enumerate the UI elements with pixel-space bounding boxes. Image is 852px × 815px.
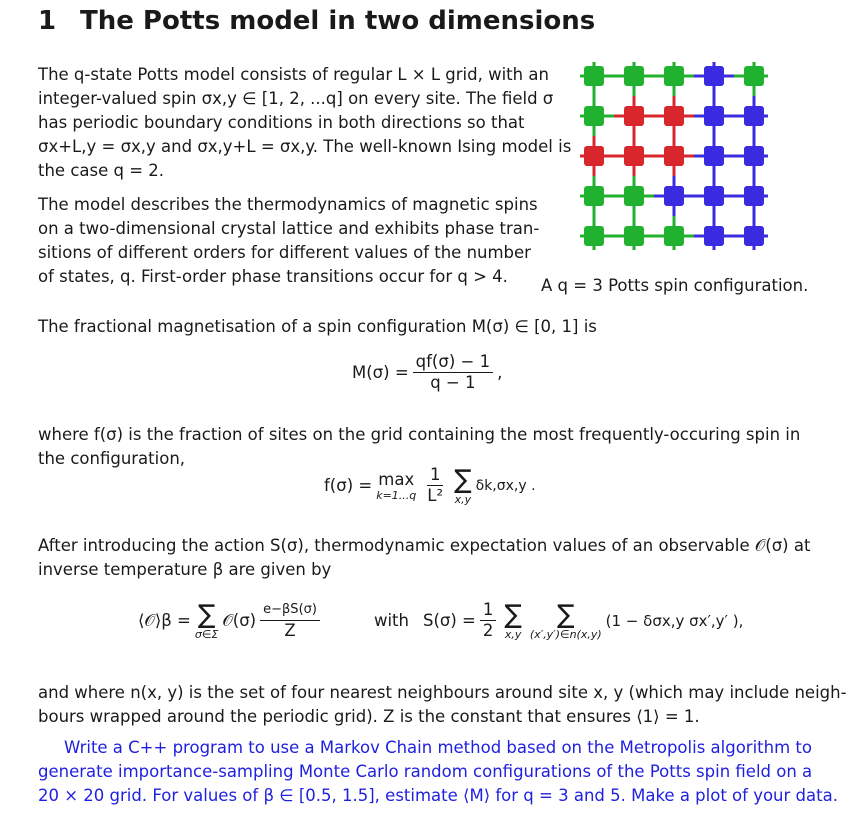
eq3-half-den: 2 [482, 621, 494, 640]
equation-fraction [324, 465, 536, 506]
intro-line-2: integer-valued spin σx,y ∈ [1, 2, ...q] on every site. The field σ [38, 89, 554, 108]
task-line-2: generate importance-sampling Monte Carlo random configurations of the Potts spin field on a [38, 762, 813, 781]
thermo-line-1: The model describes the thermodynamics of magnetic spins [38, 195, 538, 214]
spin-site [744, 226, 764, 246]
eq3-with: with [373, 611, 409, 630]
eq3-denominator: Z [284, 621, 296, 640]
eq3-fraction [260, 600, 320, 641]
equation-magnetisation [352, 352, 502, 393]
action-line-1: After introducing the action S(σ), thermodynamic expectation values of an observable 𝒪(σ) at [38, 536, 811, 555]
spin-site [624, 186, 644, 206]
fraction-line-1: where f(σ) is the fraction of sites on the grid containing the most frequently-occuring spin in [38, 425, 801, 444]
eq1-fraction [413, 352, 493, 393]
spin-site [584, 186, 604, 206]
task-line-1-text: Write a C++ program to use a Markov Chain method based on the Metropolis algorithm to [64, 738, 812, 757]
eq3-sum1-sub: x,y [504, 627, 522, 641]
eq2-sum-sub: x,y [454, 492, 472, 506]
fraction-paragraph [38, 423, 818, 471]
section-number: 1 [38, 6, 57, 36]
eq2-lhs: f(σ) = [324, 476, 373, 495]
thermo-paragraph [38, 193, 540, 289]
intro-line-1: The q-state Potts model consists of regular L × L grid, with an [38, 65, 549, 84]
spin-site [584, 106, 604, 126]
spin-site [664, 146, 684, 166]
intro-paragraph [38, 63, 572, 183]
eq1-numerator: qf(σ) − 1 [413, 352, 493, 373]
eq2-denominator: L² [427, 486, 444, 505]
eq3-observable: 𝒪(σ) [222, 610, 257, 630]
spin-site [744, 146, 764, 166]
eq3-sum1-symbol: ∑ [504, 599, 522, 630]
eq3-sum-symbol: ∑ [197, 599, 216, 630]
spin-site [704, 226, 724, 246]
spin-site [584, 226, 604, 246]
spin-site [704, 106, 724, 126]
spin-site [584, 146, 604, 166]
neighbours-line-1: and where n(x, y) is the set of four nearest neighbours around site x, y (which may include neigh- [38, 683, 847, 702]
thermo-line-3: sitions of different orders for different values of the number [38, 243, 531, 262]
eq3-term: (1 − δσx,y σx′,y′ ), [605, 611, 744, 630]
eq3-sum2-sub: (x′,y′)∈n(x,y) [529, 627, 602, 641]
eq2-tail: δk,σx,y . [475, 477, 536, 494]
eq3-sum-sub: σ∈Σ [194, 627, 219, 641]
spin-site [664, 66, 684, 86]
action-paragraph [38, 534, 818, 582]
eq2-sum-symbol: ∑ [454, 464, 472, 495]
eq2-fraction [424, 465, 446, 506]
eq2-numerator: 1 [427, 465, 444, 486]
eq2-sum [454, 466, 472, 506]
neighbours-line-2: bours wrapped around the periodic grid). Z is the constant that ensures ⟨1⟩ = 1. [38, 707, 700, 726]
eq1-tail: , [497, 363, 503, 382]
eq3-sum [195, 601, 219, 641]
task-paragraph [38, 736, 838, 808]
eq1-lhs: M(σ) = [352, 363, 409, 382]
eq2-max: max [378, 469, 415, 489]
eq3-lhs: ⟨𝒪⟩β = [138, 610, 191, 630]
intro-line-3: has periodic boundary conditions in both directions so that [38, 113, 525, 132]
spin-site [664, 186, 684, 206]
spin-site [624, 106, 644, 126]
eq3-lhs2: S(σ) = [422, 611, 476, 630]
section-title: The Potts model in two dimensions [80, 6, 596, 36]
eq3-sum1 [504, 601, 522, 641]
spin-site [704, 66, 724, 86]
eq1-denominator: q − 1 [430, 373, 476, 392]
spin-site [704, 186, 724, 206]
spin-site [624, 66, 644, 86]
task-line-1 [38, 736, 818, 760]
magnetisation-paragraph: The fractional magnetisation of a spin configuration M(σ) ∈ [0, 1] is [38, 317, 597, 336]
figure-caption: A q = 3 Potts spin configuration. [541, 276, 809, 295]
thermo-line-4: of states, q. First-order phase transitions occur for q > 4. [38, 267, 508, 286]
eq3-half-num: 1 [480, 600, 497, 621]
spin-site [584, 66, 604, 86]
eq3-half [480, 600, 497, 641]
equation-expectation [138, 600, 743, 641]
potts-lattice-figure [560, 58, 780, 270]
eq3-numerator: e−βS(σ) [260, 600, 320, 621]
spin-site [664, 106, 684, 126]
fraction-line-2: the configuration, [38, 449, 186, 468]
spin-site [664, 226, 684, 246]
eq3-sum2 [530, 601, 602, 641]
task-line-3: 20 × 20 grid. For values of β ∈ [0.5, 1.5], estimate ⟨M⟩ for q = 3 and 5. Make a plot of your data. [38, 786, 838, 805]
spin-site [624, 146, 644, 166]
thermo-line-2: on a two-dimensional crystal lattice and exhibits phase tran- [38, 219, 540, 238]
spin-site [744, 186, 764, 206]
eq2-max-operator [376, 470, 416, 502]
neighbours-paragraph [38, 681, 847, 729]
section-heading [38, 6, 595, 36]
intro-line-4: σx+L,y = σx,y and σx,y+L = σx,y. The well-known Ising model is [38, 137, 572, 156]
eq3-sum2-symbol: ∑ [557, 599, 575, 630]
spin-site [744, 66, 764, 86]
spin-site [624, 226, 644, 246]
action-line-2: inverse temperature β are given by [38, 560, 332, 579]
spin-site [744, 106, 764, 126]
spin-site [704, 146, 724, 166]
intro-line-5: the case q = 2. [38, 161, 165, 180]
eq2-max-sub: k=1...q [376, 488, 417, 502]
